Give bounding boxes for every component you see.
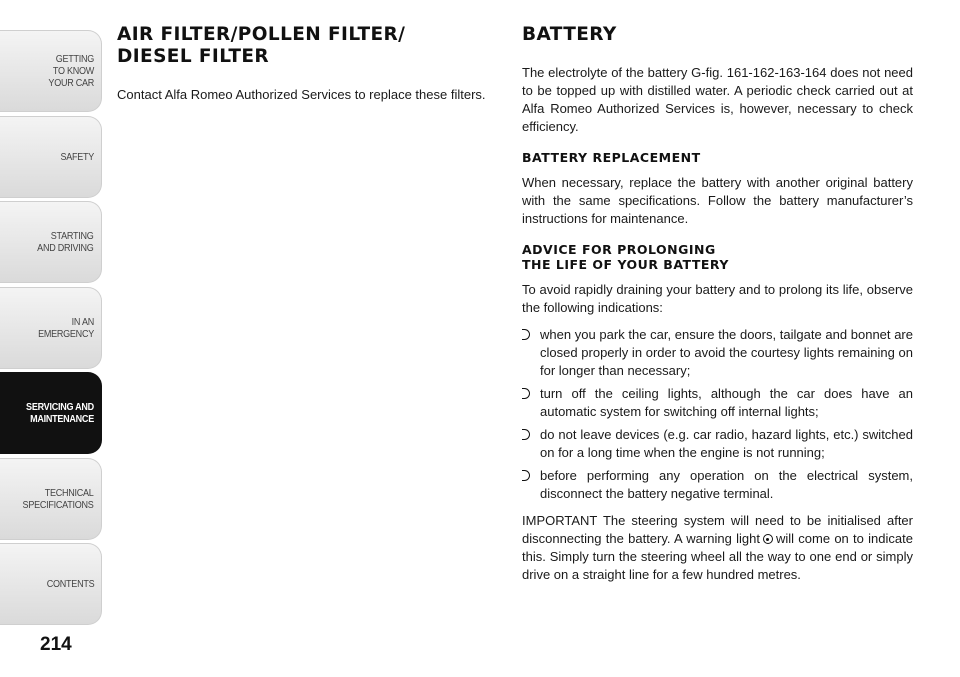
page-number: 214 (40, 634, 72, 655)
battery-advice-list (522, 326, 913, 503)
battery-important-note (522, 512, 913, 584)
tab-label: IN AN EMERGENCY (38, 315, 94, 340)
list-item-text: do not leave devices (e.g. car radio, hazard lights, etc.) switched on for a long time when the engine is not running; (540, 427, 913, 460)
tab-starting-and-driving[interactable] (0, 201, 102, 283)
list-item (522, 426, 913, 462)
tab-label: GETTING TO KNOW YOUR CAR (48, 53, 94, 89)
important-text-before: IMPORTANT The steering system will need to be initialised after disconnecting the battery. A warning light (522, 513, 913, 546)
bullet-icon (522, 470, 530, 481)
battery-replacement-heading: BATTERY REPLACEMENT (522, 150, 701, 165)
tab-technical-specifications[interactable] (0, 458, 102, 540)
tab-in-an-emergency[interactable] (0, 287, 102, 369)
tab-label: SAFETY (60, 150, 94, 163)
list-item-text: when you park the car, ensure the doors, tailgate and bonnet are closed properly in order to avoid the courtesy lights remaining on for longer than necessary; (540, 327, 913, 378)
list-item-text: turn off the ceiling lights, although the car does have an automatic system for switching off internal lights; (540, 386, 913, 419)
battery-advice-heading: ADVICE FOR PROLONGING THE LIFE OF YOUR BATTERY (522, 242, 729, 272)
bullet-icon (522, 329, 530, 340)
tab-contents[interactable] (0, 543, 102, 625)
tab-servicing-and-maintenance[interactable] (0, 372, 102, 454)
list-item (522, 467, 913, 503)
list-item-text: before performing any operation on the electrical system, disconnect the battery negative terminal. (540, 468, 913, 501)
list-item (522, 385, 913, 421)
battery-intro: The electrolyte of the battery G-fig. 161-162-163-164 does not need to be topped up with distilled water. A periodic check carried out at Alfa Romeo Authorized Services is, however, necessary to check efficiency. (522, 65, 913, 134)
tab-label: CONTENTS (46, 578, 94, 590)
tab-label: STARTING AND DRIVING (37, 230, 94, 254)
tab-getting-to-know-your-car[interactable] (0, 30, 102, 112)
important-text-after: will come on to indicate this. Simply turn the steering wheel all the way to one end or simply drive on a straight line for a few hundred metres. (522, 531, 913, 582)
air-filter-section (117, 24, 508, 118)
battery-replacement-text: When necessary, replace the battery with another original battery with the same specifications. Follow the battery manufacturer’s instructions for maintenance. (522, 175, 913, 226)
battery-title: BATTERY (522, 24, 617, 45)
chapter-sidebar (0, 30, 102, 629)
list-item (522, 326, 913, 380)
battery-advice-intro: To avoid rapidly draining your battery and to prolong its life, observe the following indications: (522, 282, 913, 315)
tab-label: TECHNICAL SPECIFICATIONS (23, 486, 94, 511)
air-filter-title: AIR FILTER/POLLEN FILTER/ DIESEL FILTER (117, 24, 406, 67)
steering-warning-light-icon (763, 534, 773, 544)
tab-label: SERVICING AND MAINTENANCE (26, 401, 94, 425)
bullet-icon (522, 388, 530, 399)
battery-section (522, 24, 913, 598)
bullet-icon (522, 429, 530, 440)
tab-safety[interactable] (0, 116, 102, 198)
air-filter-body: Contact Alfa Romeo Authorized Services to replace these filters. (117, 87, 486, 102)
